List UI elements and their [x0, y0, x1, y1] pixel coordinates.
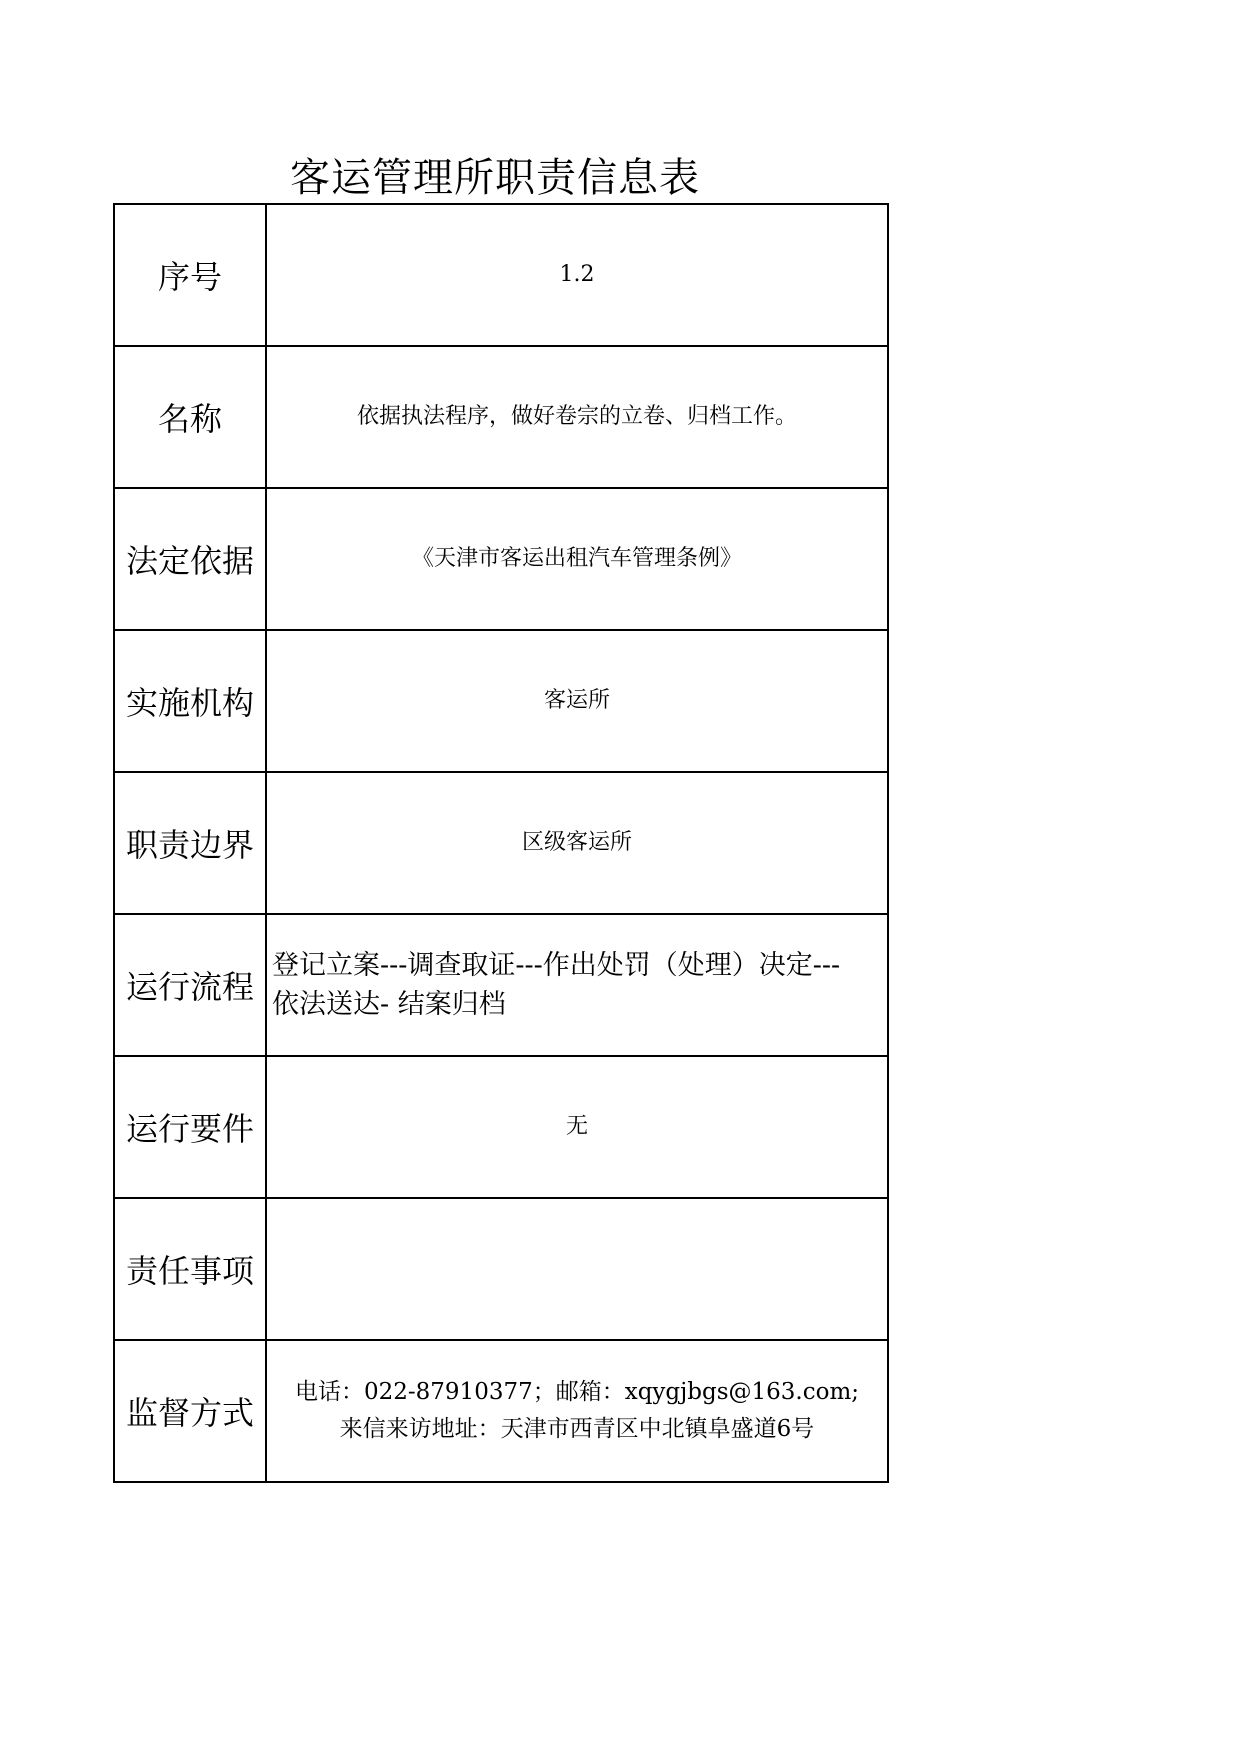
row-value-legal-basis: 《天津市客运出租汽车管理条例》 [266, 488, 888, 630]
row-label-process-flow: 运行流程 [114, 914, 266, 1056]
contact-phone-email: 电话：022-87910377；邮箱：xqygjbgs@163.com; [294, 1379, 860, 1405]
contact-address: 来信来访地址：天津市西青区中北镇阜盛道6号 [339, 1416, 815, 1442]
row-value-supervision-method [266, 1340, 888, 1482]
row-label-serial-number: 序号 [114, 204, 266, 346]
row-value-implementing-agency: 客运所 [266, 630, 888, 772]
row-label-responsibility-boundary: 职责边界 [114, 772, 266, 914]
row-value-responsibility-items [266, 1198, 888, 1340]
table-row-legal-basis [114, 488, 888, 630]
row-value-serial-number: 1.2 [266, 204, 888, 346]
table-row-responsibility-boundary [114, 772, 888, 914]
info-table [113, 203, 889, 1483]
table-row-responsibility-items [114, 1198, 888, 1340]
table-row-implementing-agency [114, 630, 888, 772]
table-row-name [114, 346, 888, 488]
row-label-implementing-agency: 实施机构 [114, 630, 266, 772]
row-label-name: 名称 [114, 346, 266, 488]
row-label-legal-basis: 法定依据 [114, 488, 266, 630]
row-label-responsibility-items: 责任事项 [114, 1198, 266, 1340]
row-value-responsibility-boundary: 区级客运所 [266, 772, 888, 914]
row-label-requirements: 运行要件 [114, 1056, 266, 1198]
table-row-supervision-method [114, 1340, 888, 1482]
table-row-serial-number [114, 204, 888, 346]
row-label-supervision-method: 监督方式 [114, 1340, 266, 1482]
page-title: 客运管理所职责信息表 [290, 155, 700, 201]
row-value-process-flow: 登记立案---调查取证---作出处罚（处理）决定---依法送达- 结案归档 [266, 914, 888, 1056]
row-value-requirements: 无 [266, 1056, 888, 1198]
row-value-name: 依据执法程序，做好卷宗的立卷、归档工作。 [266, 346, 888, 488]
table-row-requirements [114, 1056, 888, 1198]
table-row-process-flow [114, 914, 888, 1056]
